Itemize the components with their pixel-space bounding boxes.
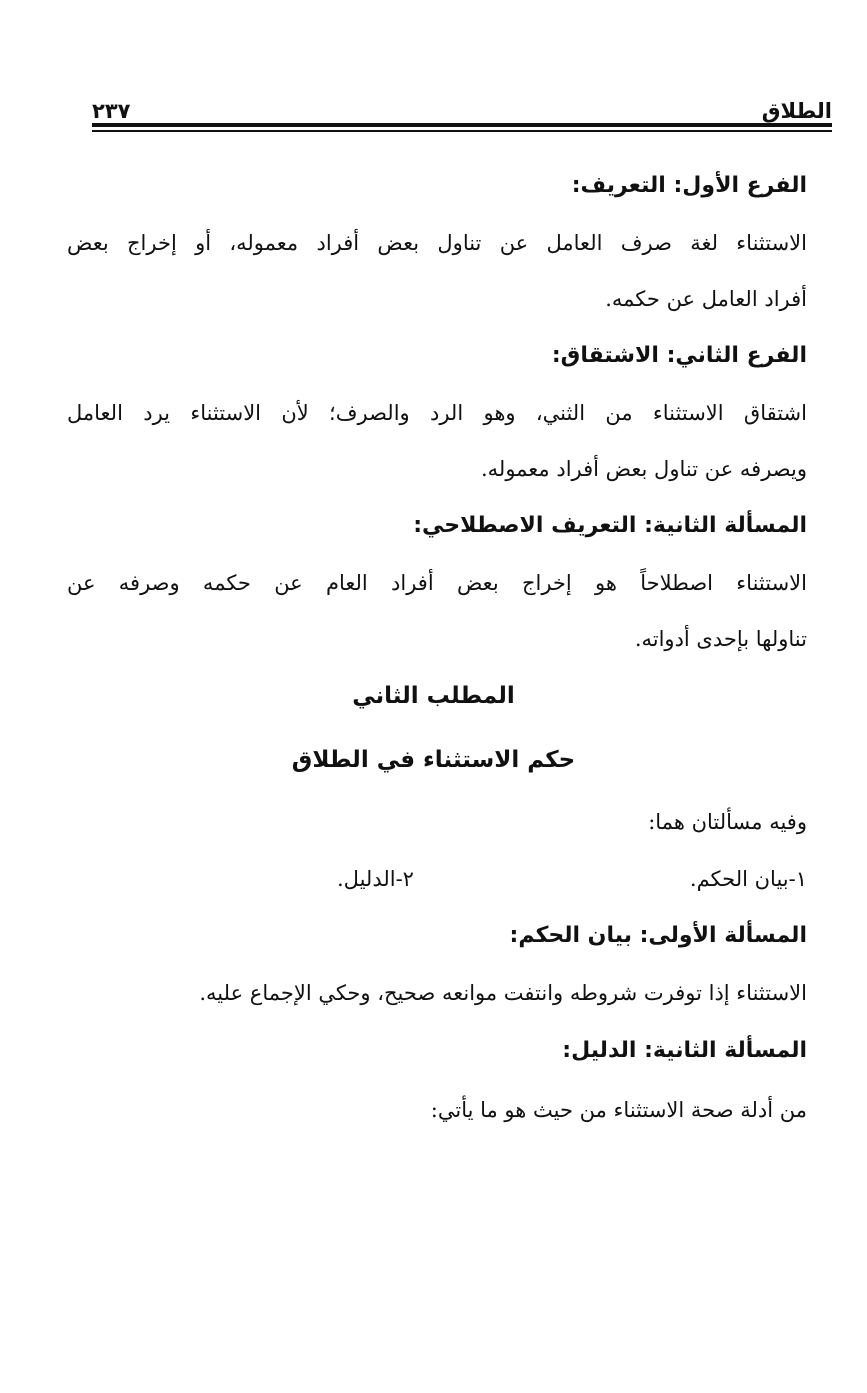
branch2-line2: ويصرفه عن تناول بعض أفراد معموله. bbox=[480, 457, 807, 481]
issue2b-line1: من أدلة صحة الاستثناء من حيث هو ما يأتي: bbox=[430, 1098, 807, 1122]
branch2-heading: الفرع الثاني: الاشتقاق: bbox=[551, 343, 807, 368]
header-rule-thick bbox=[92, 123, 832, 127]
page-number: ٢٣٧ bbox=[92, 99, 131, 123]
branch1-line2: أفراد العامل عن حكمه. bbox=[605, 287, 807, 311]
running-title: الطلاق bbox=[761, 99, 832, 123]
issue1b-line1: الاستثناء إذا توفرت شروطه وانتفت موانعه صحيح، وحكي الإجماع عليه. bbox=[199, 981, 807, 1005]
list-item-1: ١-بيان الحكم. bbox=[689, 867, 807, 891]
list-item-2: ٢-الدليل. bbox=[337, 867, 414, 891]
issue2-line1: الاستثناء اصطلاحاً هو إخراج بعض أفراد العام عن حكمه وصرفه عن bbox=[67, 571, 807, 595]
branch1-line1: الاستثناء لغة صرف العامل عن تناول بعض أفراد معموله، أو إخراج بعض bbox=[67, 231, 807, 255]
header-rule-thin bbox=[92, 130, 832, 132]
issue2-line2: تناولها بإحدى أدواته. bbox=[634, 627, 807, 651]
intro-text: وفيه مسألتان هما: bbox=[648, 810, 807, 834]
section-subtitle: حكم الاستثناء في الطلاق bbox=[291, 747, 576, 773]
branch2-line1: اشتقاق الاستثناء من الثني، وهو الرد والصرف؛ لأن الاستثناء يرد العامل bbox=[67, 401, 807, 425]
issue1b-heading: المسألة الأولى: بيان الحكم: bbox=[509, 923, 807, 948]
issue2-heading: المسألة الثانية: التعريف الاصطلاحي: bbox=[413, 513, 807, 538]
section-title: المطلب الثاني bbox=[352, 683, 515, 709]
branch1-heading: الفرع الأول: التعريف: bbox=[571, 173, 807, 198]
issue2b-heading: المسألة الثانية: الدليل: bbox=[562, 1038, 807, 1063]
